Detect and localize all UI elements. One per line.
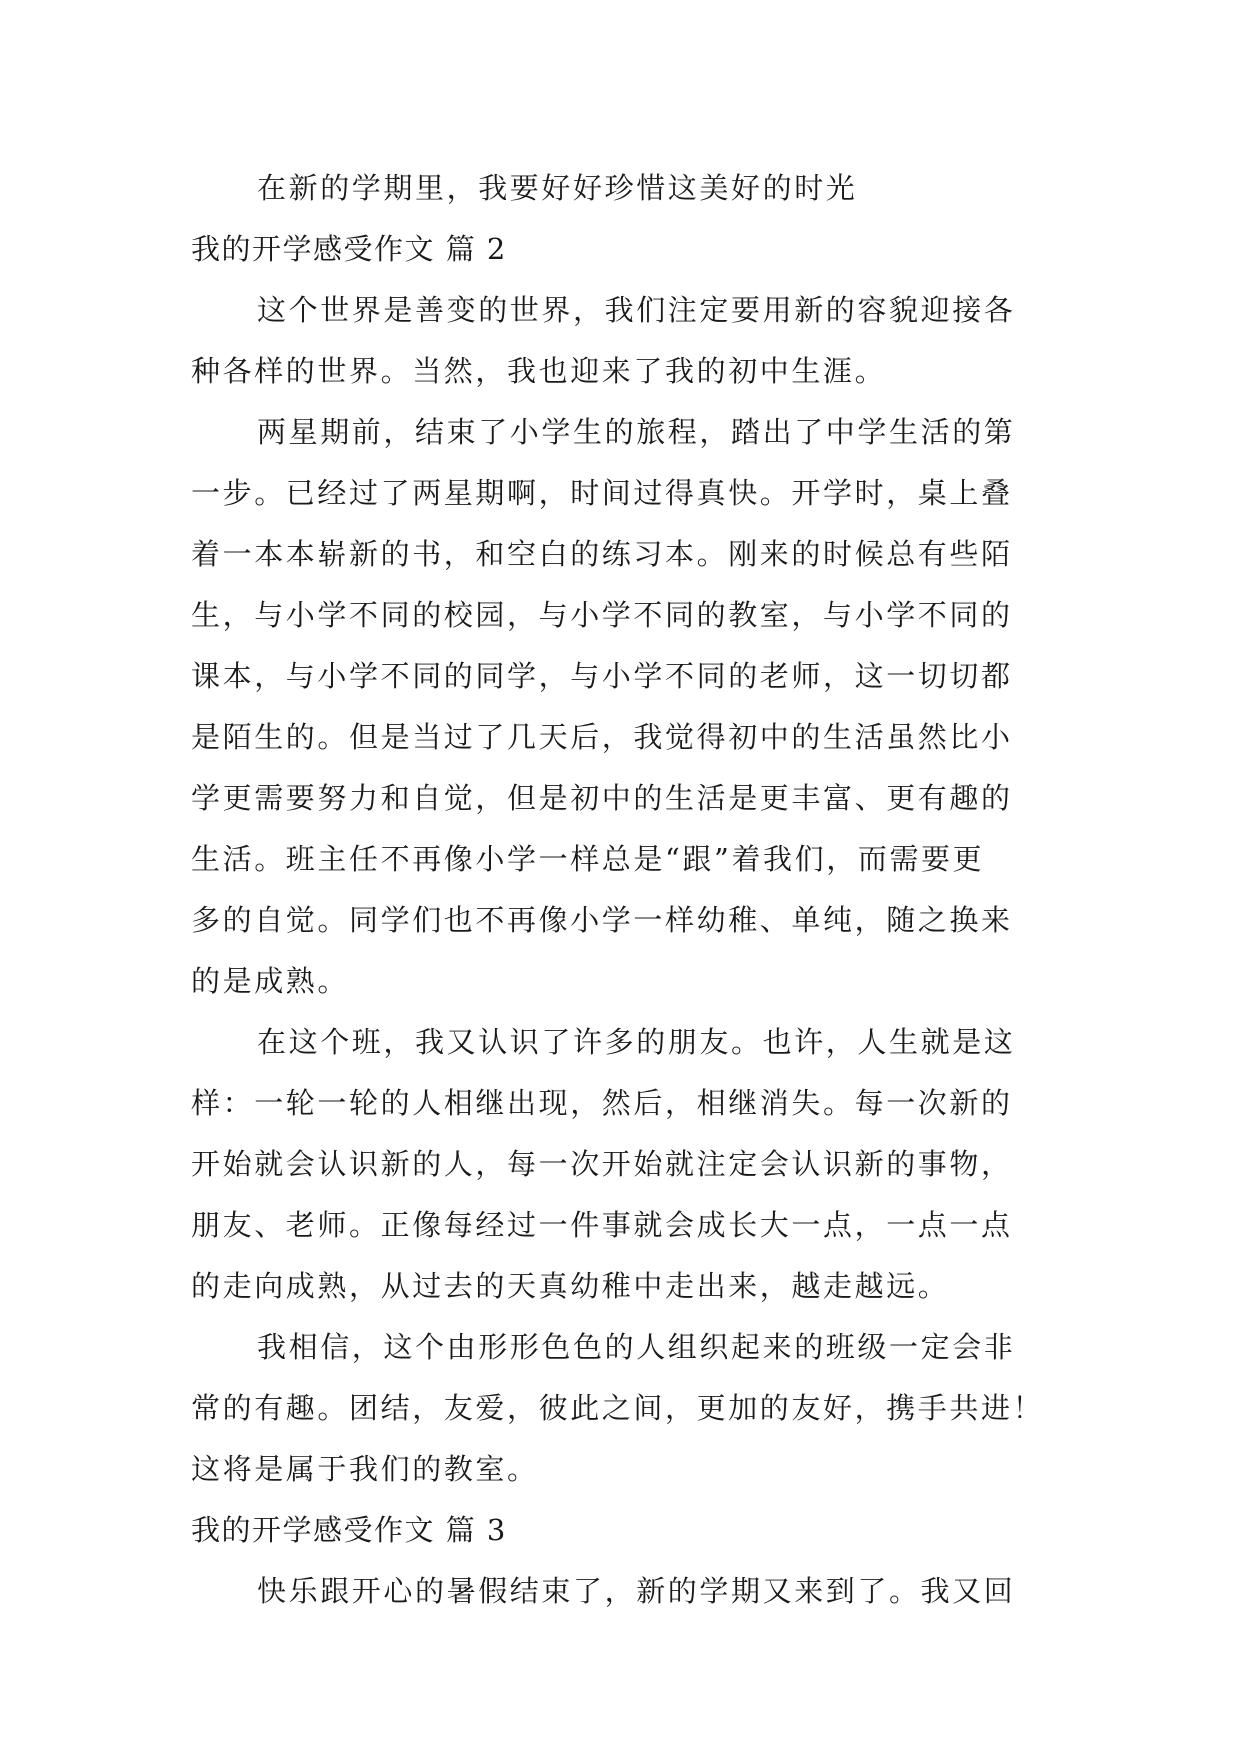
text-line: 样：一轮一轮的人相继出现，然后，相继消失。每一次新的 xyxy=(191,1086,1013,1120)
text-line: 多的自觉。同学们也不再像小学一样幼稚、单纯，随之换来 xyxy=(191,903,1013,937)
text-line: 是陌生的。但是当过了几天后，我觉得初中的生活虽然比小 xyxy=(191,720,1013,754)
text-line: 常的有趣。团结，友爱，彼此之间，更加的友好，携手共进！ xyxy=(191,1391,1045,1425)
text-line: 课本，与小学不同的同学，与小学不同的老师，这一切切都 xyxy=(191,659,1013,693)
document-body xyxy=(191,158,1049,1622)
text-line: 着一本本崭新的书，和空白的练习本。刚来的时候总有些陌 xyxy=(191,537,1013,571)
text-line: 生活。班主任不再像小学一样总是“跟”着我们，而需要更 xyxy=(191,842,985,876)
text-line: 我相信，这个由形形色色的人组织起来的班级一定会非 xyxy=(257,1330,1016,1364)
text-line: 一步。已经过了两星期啊，时间过得真快。开学时，桌上叠 xyxy=(191,476,1013,510)
text-line: 的走向成熟，从过去的天真幼稚中走出来，越走越远。 xyxy=(191,1269,950,1303)
section-heading: 我的开学感受作文 篇 3 xyxy=(191,1513,507,1547)
text-line: 两星期前，结束了小学生的旅程，踏出了中学生活的第 xyxy=(257,415,1016,449)
text-line: 快乐跟开心的暑假结束了，新的学期又来到了。我又回 xyxy=(257,1574,1016,1608)
text-line: 这个世界是善变的世界，我们注定要用新的容貌迎接各 xyxy=(257,293,1016,327)
text-line: 开始就会认识新的人，每一次开始就注定会认识新的事物， xyxy=(191,1147,1013,1181)
text-line: 学更需要努力和自觉，但是初中的生活是更丰富、更有趣的 xyxy=(191,781,1013,815)
text-line: 的是成熟。 xyxy=(191,964,350,998)
text-line: 在这个班，我又认识了许多的朋友。也许，人生就是这 xyxy=(257,1025,1016,1059)
text-line: 这将是属于我们的教室。 xyxy=(191,1452,539,1486)
text-line: 种各样的世界。当然，我也迎来了我的初中生涯。 xyxy=(191,354,887,388)
text-line: 在新的学期里，我要好好珍惜这美好的时光 xyxy=(257,171,858,205)
section-heading: 我的开学感受作文 篇 2 xyxy=(191,232,507,266)
text-line: 朋友、老师。正像每经过一件事就会成长大一点，一点一点 xyxy=(191,1208,1013,1242)
text-line: 生，与小学不同的校园，与小学不同的教室，与小学不同的 xyxy=(191,598,1013,632)
